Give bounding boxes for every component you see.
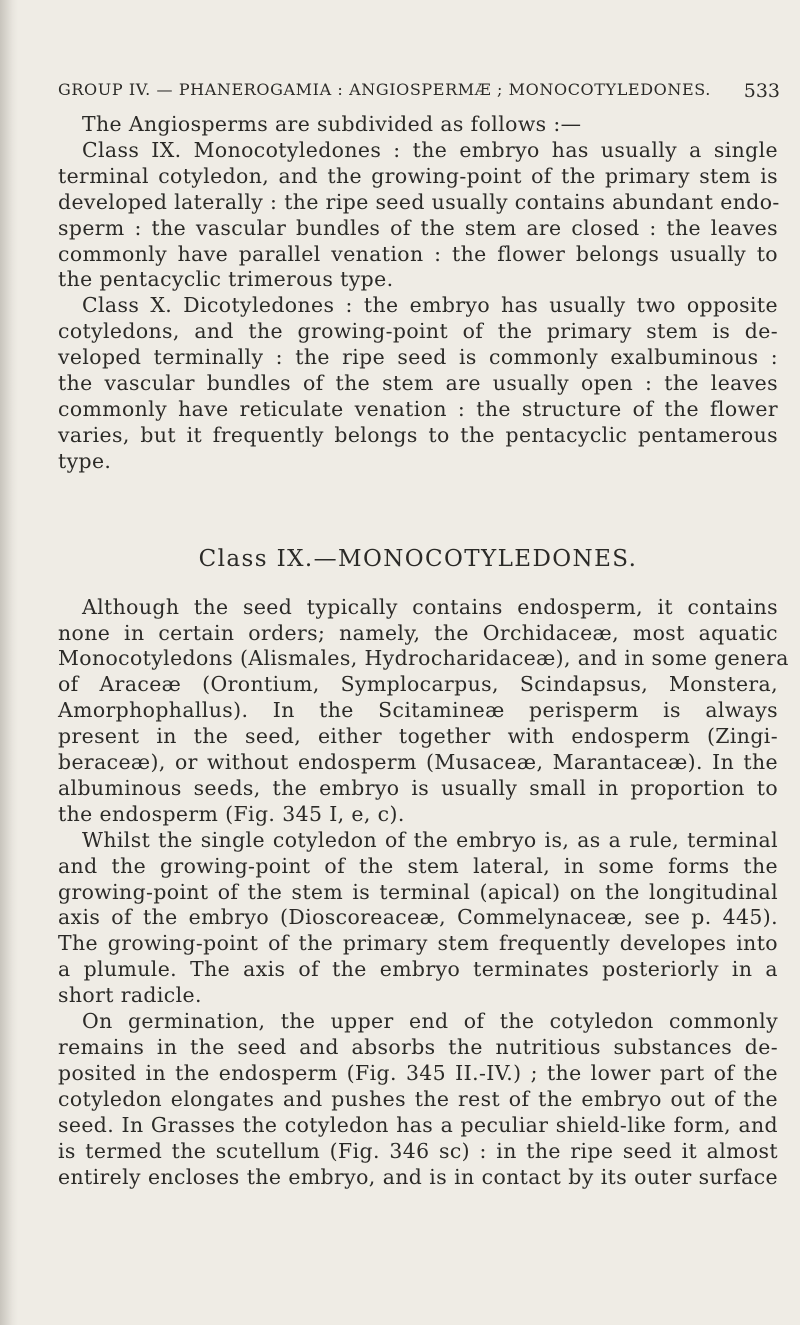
text-line: commonly have reticulate venation : the structure of the flower [58, 396, 778, 421]
text-line: is termed the scutellum (Fig. 346 sc) : in the ripe seed it almost [58, 1138, 778, 1163]
text-line: present in the seed, either together with endosperm (Zingi- [58, 724, 778, 749]
text-line: developed laterally : the ripe seed usually contains abundant endo- [58, 189, 780, 214]
text-line: Whilst the single cotyledon of the embryo is, as a rule, terminal [82, 827, 778, 852]
page-number: 533 [743, 80, 780, 102]
text-line: varies, but it frequently belongs to the pentacyclic pentamerous [58, 422, 778, 447]
text-line: and the growing-point of the stem lateral, in some forms the [58, 853, 778, 878]
text-line: axis of the embryo (Dioscoreaceæ, Commelynaceæ, see p. 445). [58, 905, 778, 930]
text-line: The Angiosperms are subdivided as follows :— [82, 112, 582, 136]
text-line: Amorphophallus). In the Scitamineæ perisperm is always [58, 698, 778, 723]
running-head-title: GROUP IV. — PHANEROGAMIA : ANGIOSPERMÆ ; MONOCOTYLEDONES. [58, 80, 711, 99]
section-heading: Class IX.—MONOCOTYLEDONES. [198, 545, 638, 572]
text-line: On germination, the upper end of the cotyledon commonly [82, 1009, 778, 1034]
text-line: Class X. Dicotyledones : the embryo has usually two opposite [82, 293, 778, 318]
text-line: Class IX. Monocotyledones : the embryo has usually a single [82, 137, 778, 162]
text-line: cotyledons, and the growing-point of the primary stem is de- [58, 319, 778, 344]
text-line: the vascular bundles of the stem are usually open : the leaves [58, 371, 778, 396]
text-line: posited in the endosperm (Fig. 345 II.-IV.) ; the lower part of the [58, 1060, 778, 1085]
text-line: Monocotyledons (Alismales, Hydrocharidaceæ), and in some genera [58, 646, 789, 671]
text-line: sperm : the vascular bundles of the stem are closed : the leaves [58, 215, 778, 240]
text-line: seed. In Grasses the cotyledon has a peculiar shield-like form, and [58, 1112, 778, 1137]
text-line: commonly have parallel venation : the flower belongs usually to [58, 241, 778, 266]
text-line: type. [58, 448, 112, 473]
text-line: Although the seed typically contains endosperm, it contains [82, 594, 778, 619]
text-line: albuminous seeds, the embryo is usually small in proportion to [58, 775, 778, 800]
text-line: growing-point of the stem is terminal (apical) on the longitudinal [58, 879, 778, 904]
text-line: terminal cotyledon, and the growing-point of the primary stem is [58, 163, 778, 188]
text-line: the pentacyclic trimerous type. [58, 267, 394, 292]
text-line: veloped terminally : the ripe seed is commonly exalbuminous : [58, 345, 778, 370]
text-line: beraceæ), or without endosperm (Musaceæ, Marantaceæ). In the [58, 750, 778, 775]
body-text [58, 112, 789, 1190]
text-line: The growing-point of the primary stem frequently developes into [58, 931, 778, 956]
text-line: the endosperm (Fig. 345 I, e, c). [58, 801, 405, 826]
binding-shadow [0, 0, 18, 1325]
text-line: entirely encloses the embryo, and is in contact by its outer surface [58, 1164, 778, 1189]
running-head [58, 80, 780, 102]
text-line: remains in the seed and absorbs the nutritious substances de- [58, 1035, 778, 1059]
text-line: a plumule. The axis of the embryo terminates posteriorly in a [58, 957, 778, 982]
text-line: short radicle. [58, 983, 202, 1008]
text-line: cotyledon elongates and pushes the rest of the embryo out of the [58, 1086, 778, 1111]
text-line: of Araceæ (Orontium, Symplocarpus, Scindapsus, Monstera, [58, 672, 778, 697]
text-line: none in certain orders; namely, the Orchidaceæ, most aquatic [58, 620, 778, 645]
spacer [58, 475, 778, 547]
